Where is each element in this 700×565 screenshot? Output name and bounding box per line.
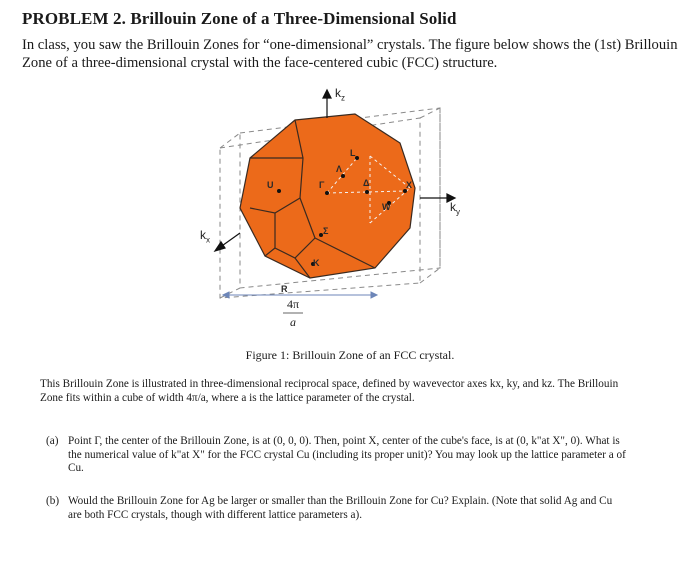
width-arrow-right xyxy=(371,292,377,298)
figure-caption: Figure 1: Brillouin Zone of an FCC crystal. xyxy=(245,348,455,362)
problem-number: PROBLEM 2. xyxy=(22,9,126,28)
question-b xyxy=(46,495,626,522)
ky-letter: k xyxy=(450,200,456,214)
brillouin-zone-figure xyxy=(195,88,475,338)
ky-sub: y xyxy=(456,207,460,217)
label-delta: Δ xyxy=(363,178,370,188)
point-u xyxy=(277,189,281,193)
point-lambda xyxy=(341,174,345,178)
label-r: R xyxy=(281,284,288,294)
question-b-text: Would the Brillouin Zone for Ag be larger or smaller than the Brillouin Zone for Cu? Explain. (Note that solid Ag and Cu are both FCC crystals, though with different lattice parameters a). xyxy=(68,495,613,521)
label-k: K xyxy=(313,258,320,268)
cube-edge-3 xyxy=(420,268,440,283)
label-lambda: Λ xyxy=(336,164,343,174)
label-x: X xyxy=(406,180,413,190)
question-a-text: Point Γ, the center of the Brillouin Zone, is at (0, 0, 0). Then, point X, center of the cube's face, is at (0, k"at X", 0). What is the numerical value of k"at X" for the FCC crystal Cu (including its proper unit)? You may look up the lattice parameter a of Cu. xyxy=(68,435,626,474)
question-b-mark: (b) xyxy=(46,495,60,507)
kx-arrowhead xyxy=(215,242,225,251)
width-denominator: a xyxy=(290,315,296,329)
zone-body xyxy=(240,114,415,278)
fcc-zone-diagram xyxy=(195,88,475,338)
description-paragraph: This Brillouin Zone is illustrated in three-dimensional reciprocal space, defined by wavevector axes kx, ky, and kz. The Brillouin Zone fits within a cube of width 4π/a, where a is the lattice parameter of the crystal. xyxy=(40,378,619,404)
question-a xyxy=(46,435,626,476)
kx-label xyxy=(200,228,210,244)
intro-paragraph: In class, you saw the Brillouin Zones for “one-dimensional” crystals. The figure below shows the (1st) Brillouin Zone of a three-dimensional crystal with the face-centered cubic (FCC) structure. xyxy=(22,37,678,71)
point-delta xyxy=(365,190,369,194)
label-w: W xyxy=(382,202,391,212)
label-l: L xyxy=(350,148,356,158)
label-gamma: Γ xyxy=(319,180,325,190)
width-numerator: 4π xyxy=(286,297,300,311)
problem-title xyxy=(22,9,457,29)
question-a-mark: (a) xyxy=(46,435,59,447)
point-gamma xyxy=(325,191,329,195)
label-sigma: Σ xyxy=(323,226,329,236)
kz-sub: z xyxy=(341,93,345,103)
label-u: U xyxy=(267,180,274,190)
problem-heading: Brillouin Zone of a Three-Dimensional Solid xyxy=(130,9,457,28)
kz-letter: k xyxy=(335,86,341,100)
kz-label xyxy=(335,86,345,102)
cube-edge-1 xyxy=(220,133,240,148)
kz-arrowhead xyxy=(323,90,331,98)
ky-label xyxy=(450,200,460,216)
kx-sub: x xyxy=(206,235,210,245)
kx-letter: k xyxy=(200,228,206,242)
